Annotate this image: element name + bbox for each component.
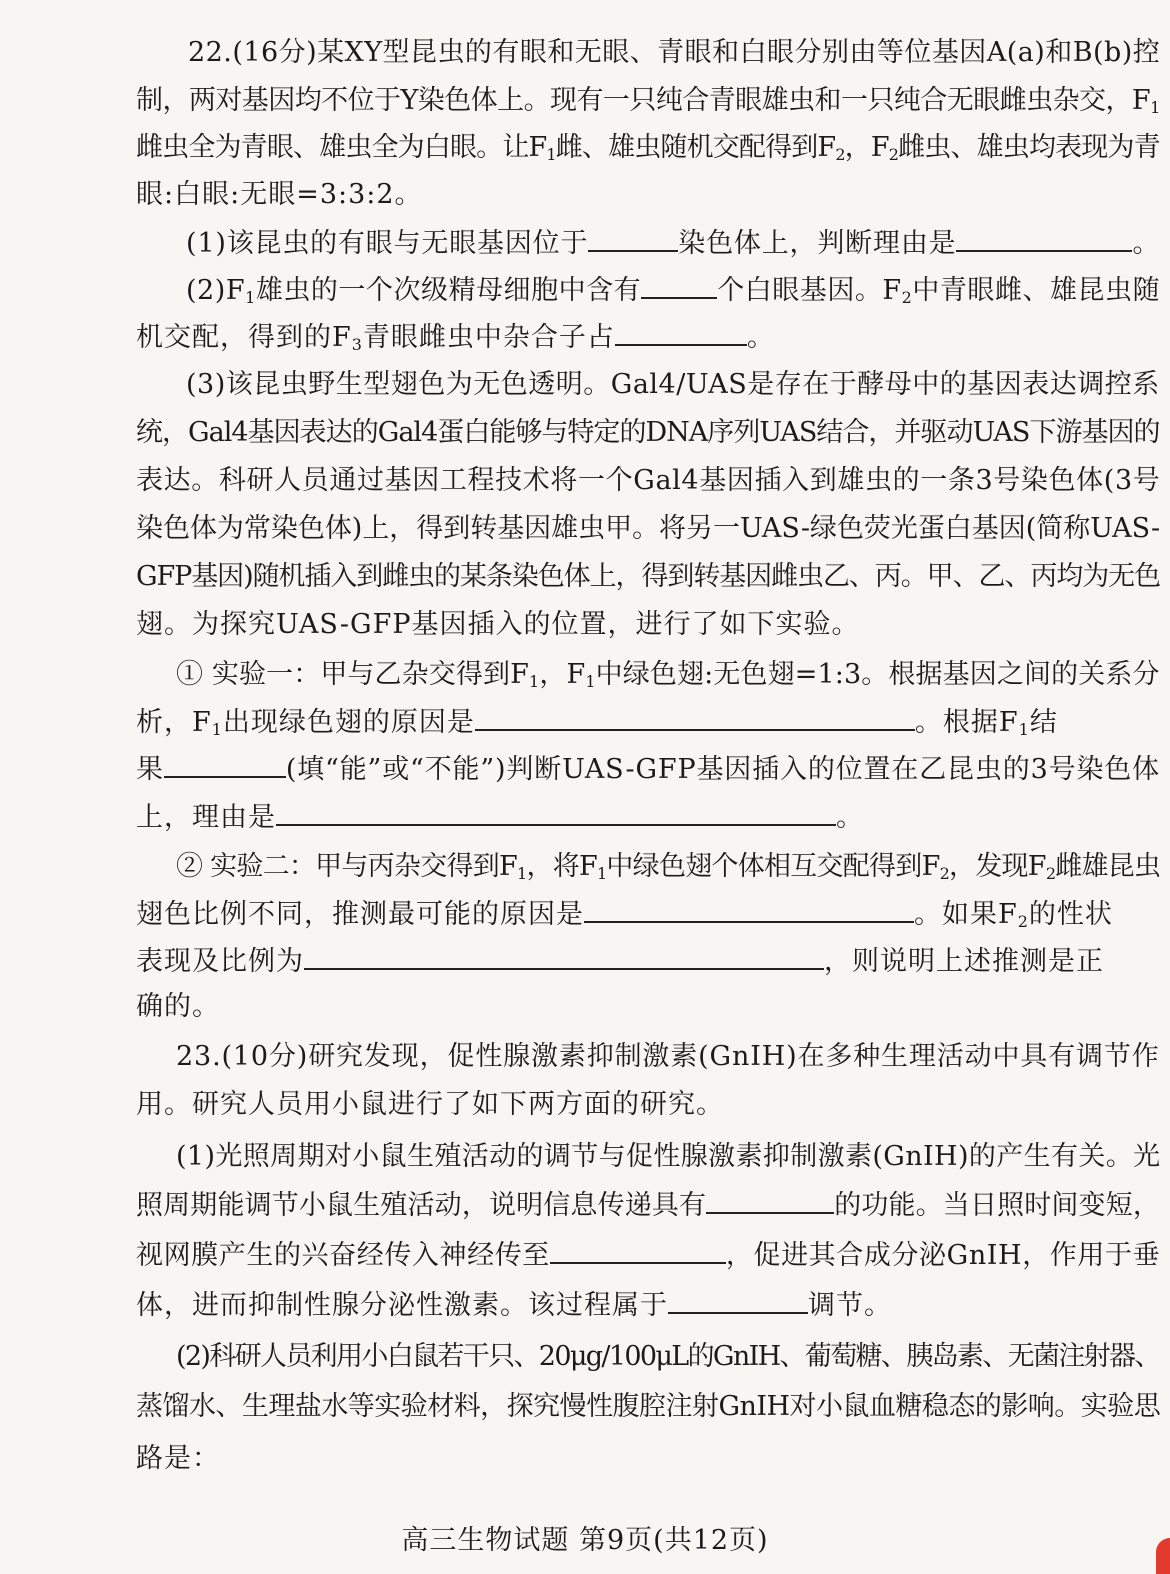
q22-exp2-line-1: ② 实验二：甲与丙杂交得到$F_1$，将$F_1$中绿色翅个体相互交配得到$F_2$，发现$F_2$雌雄昆虫 [176, 851, 1161, 883]
answer-blank[interactable] [706, 1188, 834, 1214]
q22-line-3: 雌虫全为青眼、雄虫全为白眼。让$F_1$雌、雄虫随机交配得到$F_2$，$F_2$雌虫、雄虫均表现为青 [136, 132, 1160, 164]
q22-part-3-line-5: GFP基因)随机插入到雌虫的某条染色体上，得到转基因雌虫乙、丙。甲、乙、丙均为无色 [136, 561, 1161, 592]
q22-part-3-line-2: 统，Gal4基因表达的Gal4蛋白能够与特定的DNA序列UAS结合，并驱动UAS下游基因的 [136, 417, 1160, 448]
answer-blank[interactable] [588, 226, 678, 252]
answer-blank[interactable] [276, 800, 836, 826]
q23-line-2: 用。研究人员用小鼠进行了如下两方面的研究。 [136, 1089, 724, 1120]
answer-blank[interactable] [956, 226, 1132, 252]
page-edge-marker [1156, 1538, 1170, 1574]
q22-part-3-line-4: 染色体为常染色体)上，得到转基因雄虫甲。将另一UAS-绿色荧光蛋白基因(简称UAS- [136, 513, 1161, 544]
q22-line-1: 22.(16分)某XY型昆虫的有眼和无眼、青眼和白眼分别由等位基因A(a)和B(b)控 [188, 37, 1161, 68]
q22-exp1-line-4: 上，理由是 。 [136, 802, 864, 833]
q22-part-3-line-1: (3)该昆虫野生型翅色为无色透明。Gal4/UAS是存在于酵母中的基因表达调控系 [186, 369, 1160, 400]
q22-exp2-line-2: 翅色比例不同，推测最可能的原因是 。如果$F_2$的性状 [136, 899, 1113, 931]
page-footer: 高三生物试题 第9页(共12页) [401, 1525, 769, 1556]
q23-part-1-line-3: 视网膜产生的兴奋经传入神经传至 ，促进其合成分泌GnIH，作用于垂 [136, 1240, 1161, 1271]
q22-exp2-line-4: 确的。 [136, 991, 220, 1022]
q22-part-2-line-1: $(2)F_1$雄虫的一个次级精母细胞中含有 个白眼基因。$F_2$中青眼雌、雄昆虫随 [186, 275, 1161, 307]
q22-exp1-line-1: ① 实验一：甲与乙杂交得到$F_1$，$F_1$中绿色翅:无色翅=1:3。根据基因之间的关系分 [176, 659, 1160, 691]
q23-part-1-line-2: 照周期能调节小鼠生殖活动，说明信息传递具有 的功能。当日照时间变短， [136, 1190, 1161, 1221]
q23-part-1-line-1: (1)光照周期对小鼠生殖活动的调节与促性腺激素抑制激素(GnIH)的产生有关。光 [176, 1141, 1161, 1172]
q22-line-2: 制，两对基因均不位于Y染色体上。现有一只纯合青眼雄虫和一只纯合无眼雌虫杂交，$F_1$ [136, 85, 1160, 117]
answer-blank[interactable] [584, 897, 914, 923]
q23-part-2-line-3: 路是： [136, 1443, 220, 1474]
q22-part-1: (1)该昆虫的有眼与无眼基因位于 染色体上，判断理由是 。 [186, 228, 1161, 259]
answer-blank[interactable] [304, 944, 824, 970]
answer-blank[interactable] [641, 273, 717, 299]
q22-line-4: 眼:白眼:无眼=3:3:2。 [136, 179, 423, 210]
q22-part-3-line-6: 翅。为探究UAS-GFP基因插入的位置，进行了如下实验。 [136, 609, 860, 640]
answer-blank[interactable] [615, 320, 747, 346]
q22-part-2-line-2: 机交配，得到的$F_3$青眼雌虫中杂合子占 。 [136, 322, 775, 354]
answer-blank[interactable] [550, 1238, 726, 1264]
q22-exp1-line-3: 果 (填“能”或“不能”)判断UAS-GFP基因插入的位置在乙昆虫的3号染色体 [136, 754, 1160, 785]
q23-part-2-line-1: (2)科研人员利用小白鼠若干只、20μg/100μL的GnIH、葡萄糖、胰岛素、无菌注射器、 [176, 1341, 1160, 1372]
answer-blank[interactable] [164, 752, 286, 778]
q23-part-1-line-4: 体，进而抑制性腺分泌性激素。该过程属于 调节。 [136, 1290, 892, 1321]
q23-line-1: 23.(10分)研究发现，促性腺激素抑制激素(GnIH)在多种生理活动中具有调节作 [176, 1041, 1160, 1072]
answer-blank[interactable] [475, 705, 915, 731]
answer-blank[interactable] [668, 1288, 808, 1314]
q22-exp2-line-3: 表现及比例为 ，则说明上述推测是正 [136, 946, 1104, 977]
q22-part-3-line-3: 表达。科研人员通过基因工程技术将一个Gal4基因插入到雄虫的一条3号染色体(3号 [136, 465, 1161, 496]
q23-part-2-line-2: 蒸馏水、生理盐水等实验材料，探究慢性腹腔注射GnIH对小鼠血糖稳态的影响。实验思 [136, 1391, 1161, 1422]
q22-exp1-line-2: 析，$F_1$出现绿色翅的原因是 。根据$F_1$结 [136, 707, 1058, 739]
